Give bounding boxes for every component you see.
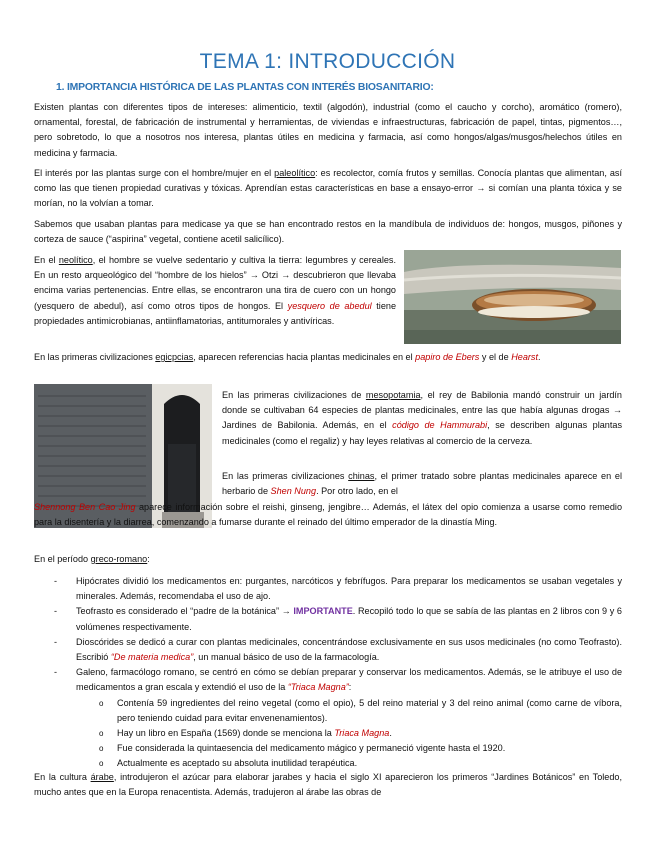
term-mesopotamia: mesopotamia (365, 390, 421, 400)
term-de-materia-medica: “De materia medica” (110, 652, 194, 663)
sublist-item (76, 726, 622, 741)
text-run: Dioscórides se dedicó a curar con plantas medicinales, concentrándose exclusivamente en sus usos medicinales (no como Teofrasto). Escribió (76, 636, 622, 663)
text-run: En el período (34, 554, 91, 564)
important-badge: IMPORTANTE (293, 606, 353, 617)
text-run: En las primeras civilizaciones (34, 352, 156, 362)
term-hammurabi: código de Hammurabi (392, 420, 488, 431)
list-item-galeno (34, 665, 622, 771)
paragraph-mandibula: Sabemos que usaban plantas para medicase ya que se han encontrado restos en la mandíbula de individuos de: hongos, musgos, piñones y corteza de sauce (“aspirina” vegetal, contiene acetil salicílico). (34, 219, 622, 245)
paragraph-paleolitico (34, 166, 622, 212)
text-run: Fue considerada la quintaesencia del medicamento mágico y permaneció vigente hasta el 1920. (117, 743, 506, 754)
fungus-photo (404, 250, 621, 344)
text-run: En las primeras civilizaciones de (222, 390, 366, 400)
term-papiro-ebers: papiro de Ebers (415, 352, 480, 362)
text-run: , un manual básico de uso de la farmacología. (193, 652, 380, 663)
text-run: Hipócrates dividió los medicamentos en: purgantes, narcóticos y febrífugos. Para preparar los medicamentos se usaban vegetales y minerales. Además, recomendaba el uso de ajo. (76, 576, 622, 602)
list-item-teofrasto (34, 604, 622, 634)
paragraph-intereses: Existen plantas con diferentes tipos de intereses: alimenticio, textil (algodón), industrial (como el caucho y corcho), aromático (romero), ornamental, forestal, de fabricación de instrumental y herramientas, de viviendas e infraestructuras, fabricación de papel, tintas, pigmentos…, pero sobretodo, lo que a nosotros nos interesa, plantas útiles en medicina y farmacia, así como hongos/algas/musgos/helechos útiles en medicina y farmacia. (34, 102, 622, 158)
fungus-illustration (404, 250, 621, 344)
term-shen-nung: Shen Nung (270, 486, 317, 497)
text-run: . Por otro lado, en el (316, 486, 398, 497)
term-paleolitico: paleolítico (274, 168, 316, 178)
text-run: , aparecen referencias hacia plantas medicinales en el (193, 352, 416, 362)
sublist-item (76, 696, 622, 726)
text-run: y el de (479, 352, 512, 362)
paragraph-arabe (34, 770, 622, 800)
paragraph-egipcias (34, 350, 622, 365)
section-heading: 1. IMPORTANCIA HISTÓRICA DE LAS PLANTAS CON INTERÉS BIOSANITARIO: (56, 82, 434, 93)
sublist-item (76, 741, 622, 756)
text-run: : (348, 682, 352, 693)
term-arabe: árabe (90, 772, 114, 782)
text-run: , el rey de Babilonia mandó construir un jardín donde se cultivaban 64 especies de plantas medicinales, entre las que había algunas drogas → Jardines de Babilonia. Además, en el (222, 390, 622, 431)
text-run: En el (34, 255, 59, 265)
term-neolitico: neolítico (58, 255, 93, 265)
term-yesquero: yesquero de abedul (287, 300, 372, 311)
page-title: TEMA 1: INTRODUCCIÓN (199, 50, 456, 73)
text-run: , el hombre se vuelve sedentario y cultiva la tierra: legumbres y cereales. En un resto arqueológico del “hombre de los hielos” → Otzi → descubrieron que llevaba encima varias pertenencias. Entre ellas, se encontraron una tira de cuero con un hongo (yesquero de abedul), así como otros tipos de hongos. El (34, 255, 396, 311)
text-run: Teofrasto es considerado el “padre de la botánica” → (76, 606, 294, 617)
paragraph-shennong (34, 500, 622, 530)
term-shennong-ben-cao-jing: Shennong Ben Cao Jing (34, 502, 136, 512)
paragraph-mesopotamia (222, 388, 622, 449)
term-triaca-magna-2: Triaca Magna (334, 728, 390, 739)
term-hearst: Hearst (511, 352, 538, 362)
paragraph-neolitico (34, 253, 396, 329)
text-run: . (389, 728, 392, 739)
paragraph-chinas (222, 469, 622, 499)
text-run: . (538, 352, 541, 362)
text-run: , introdujeron el azúcar para elaborar jarabes y hacia el siglo XI aparecieron los primeros “Jardines Botánicos” en Toledo, mucho antes que en la Europa renacentista. Además, tradujeron al árabe las obras de (34, 772, 623, 798)
text-run: El interés por las plantas surge con el hombre/mujer en el (34, 168, 275, 178)
text-run: , el primer tratado sobre plantas medicinales aparece en el herbario de (222, 471, 622, 497)
text-run: , se describen algunas plantas medicinales (como el regaliz) y hay leyes relativas al comercio de la cerveza. (222, 420, 622, 446)
term-greco-romano: greco-romano (90, 554, 148, 564)
text-run: aparece información sobre el reishi, ginseng, jengibre… Además, el látex del opio comienza a usarse como remedio para la disentería y la diarrea, comenzando a fumarse durante el reinado del último emperador de la dinastía Ming. (34, 502, 622, 528)
text-run: : es recolector, comía frutos y semillas. Conocía plantas que alimentan, así como las que tienen propiedad curativas y tóxicas. Aprendían estas características en base a ensayo-error → si comían una planta tóxica y se morían, no la volvían a tomar. (34, 168, 622, 209)
text-run: Actualmente es aceptado su absoluta inutilidad terapéutica. (117, 758, 358, 769)
term-chinas: chinas (348, 471, 375, 481)
text-run: Galeno, farmacólogo romano, se centró en cómo se debían preparar y conservar los medicamentos. Además, se le atribuye el uso de medicamentos a gran escala y extendió el uso de la (76, 667, 622, 693)
term-triaca-magna: “Triaca Magna” (287, 682, 349, 693)
greco-romano-list (34, 574, 622, 772)
text-run: . Recopiló todo lo que se sabía de las plantas en 2 libros con 9 y 6 volúmenes respectivamente. (76, 606, 622, 632)
text-run: En las primeras civilizaciones (222, 471, 349, 481)
paragraph-greco-romano (34, 552, 622, 567)
text-run: En la cultura (34, 772, 91, 782)
text-run: Hay un libro en España (1569) donde se menciona la (117, 728, 335, 739)
term-egipcias: egicpcias (155, 352, 194, 362)
triaca-sublist (76, 696, 622, 772)
text-run: tiene propiedades antimicrobianas, antiinflamatorias, antitumorales y antivíricas. (34, 300, 396, 326)
text-run: : (147, 554, 150, 564)
list-item-hipocrates (34, 574, 622, 604)
list-item-dioscorides (34, 635, 622, 665)
text-run: Contenía 59 ingredientes del reino vegetal (como el opio), 5 del reino material y 3 del reino animal (como carne de víbora, pero teniendo cuidad para evitar envenenamientos). (117, 697, 622, 723)
